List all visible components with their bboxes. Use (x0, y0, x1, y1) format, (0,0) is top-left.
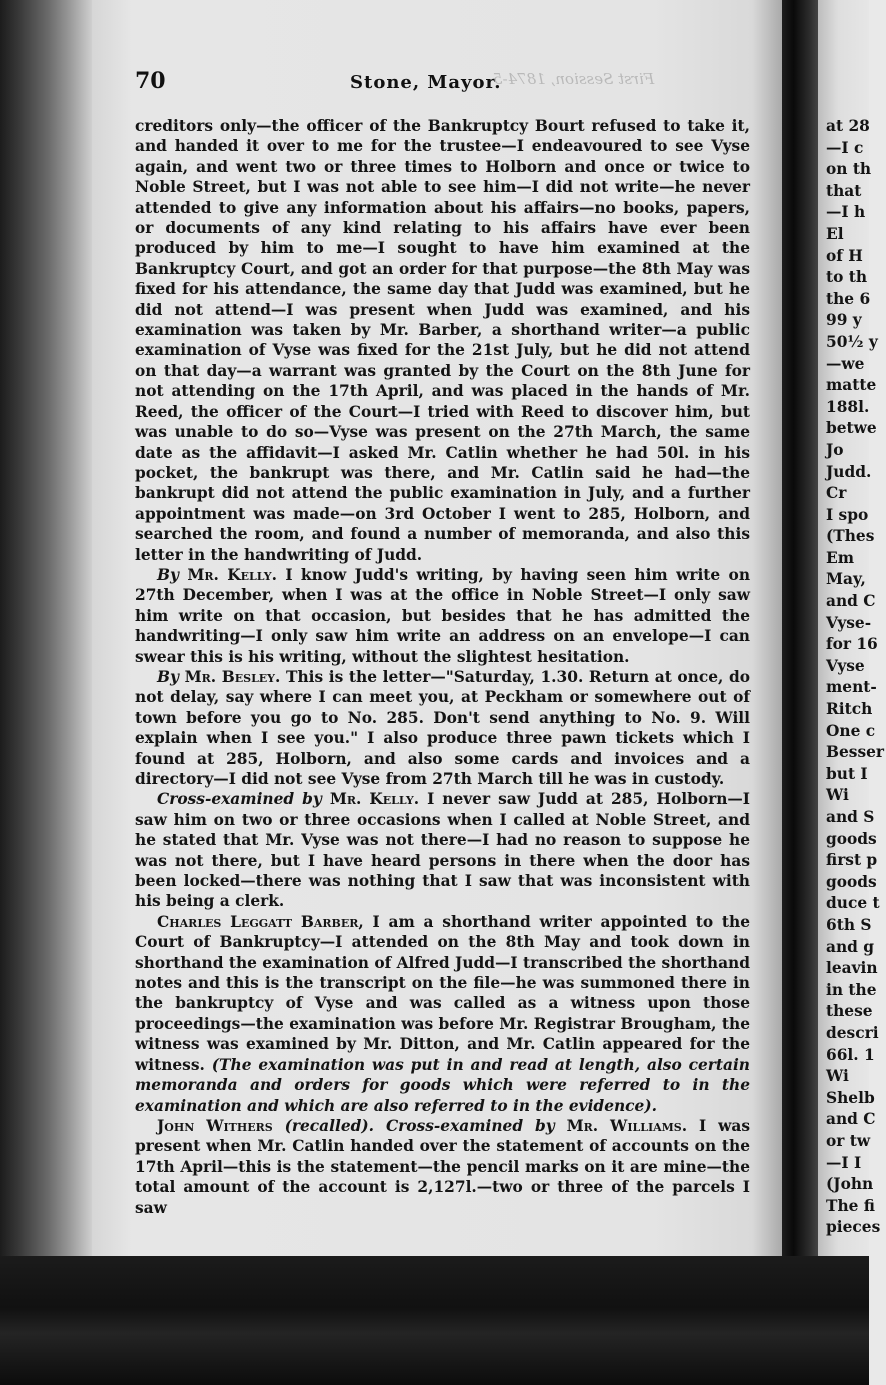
facing-page-line: Vyse (826, 656, 865, 675)
facing-page-line: that (826, 181, 862, 200)
facing-page-line: and S (826, 808, 875, 826)
facing-page-line: (John (826, 1175, 874, 1194)
facing-page-line: leavin (826, 959, 878, 978)
facing-page-line: May, (826, 570, 866, 589)
running-head (135, 68, 750, 102)
facing-page-line: —I c (826, 138, 864, 157)
speaker-prefix: Cross-examined by (385, 1116, 555, 1135)
facing-page-line: or tw (826, 1131, 871, 1150)
page-number: 70 (135, 68, 166, 94)
facing-page-line: Em (826, 548, 855, 567)
paragraph-2 (135, 565, 750, 667)
speaker-name: Mr. Kelly. (187, 565, 277, 584)
facing-page-line: and C (826, 1110, 876, 1129)
speaker-name: Mr. Williams. (566, 1116, 688, 1135)
facing-page-line: but I (826, 764, 868, 783)
facing-page-line: descri (826, 1023, 879, 1042)
witness-name: John Withers (157, 1116, 273, 1135)
paragraph-text: I never saw Judd at 285, Holborn—I saw him on two or three occasions when I called at Noble Street, and he stated that Mr. Vyse was not there—I had no reason to suppose he was not there, but I have heard persons in there when the door has been locked—there was nothing that I saw that was inconsistent with his being a clerk. (135, 790, 750, 911)
facing-page-line: ment- (826, 678, 877, 697)
facing-page-text (826, 116, 886, 1239)
facing-page-line: to th (826, 268, 868, 287)
editorial-note: (The examination was put in and read at length, also certain memoranda and orders for goods which were referred to in the examination and which are also referred to in the evidence). (135, 1055, 751, 1115)
paragraph-text: This is the letter—"Saturday, 1.30. Return at once, do not delay, say where I can meet you, at Peckham or somewhere out of town before you go to No. 285. Don't send anything to No. 9. Will explain when I see you." I also produce three pawn tickets which I found at 285, Holborn, and also some cards and invoices and a directory—I did not see Vyse from 27th March till he was in custody. (135, 667, 751, 788)
facing-page-line: Wi (826, 1067, 849, 1086)
facing-page-line: Vyse- (826, 613, 872, 632)
facing-page-line: matte (826, 376, 877, 395)
facing-page-line: Ritch (826, 700, 873, 719)
speaker-prefix: By (157, 667, 179, 686)
speaker-prefix: Cross-examined by (157, 790, 322, 809)
facing-page-strip (818, 0, 885, 1265)
book-left-edge (0, 0, 92, 1270)
facing-page-line: Judd. (826, 462, 872, 481)
paragraph-3 (135, 667, 750, 789)
facing-page-line: Shelb (826, 1088, 875, 1107)
facing-page-line: Jo (826, 440, 844, 459)
witness-name: Charles Leggatt Barber, (157, 912, 364, 931)
facing-page-line: and C (826, 592, 876, 611)
facing-page-line: goods (826, 872, 877, 891)
facing-page-line: 188l. (826, 397, 870, 416)
facing-page-line: on th (826, 160, 872, 179)
facing-page-line: of H (826, 246, 863, 265)
facing-page-line: Cr (826, 484, 847, 503)
facing-page-line: El (826, 224, 844, 243)
paragraph-text: I am a shorthand writer appointed to the Court of Bankruptcy—I attended on the 8th May and took down in shorthand the examination of Alfred Judd—I transcribed the shorthand notes and this is the transcript on the file—he was summoned there in the bankruptcy of Vyse and was called as a witness upon those proceedings—the examination was before Mr. Registrar Brougham, the witness was examined by Mr. Ditton, and Mr. Catlin appeared for the witness. (135, 912, 751, 1074)
paragraph-6 (135, 1116, 750, 1218)
facing-page-line: One c (826, 721, 876, 740)
facing-page-line: 6th S (826, 915, 872, 934)
facing-page-line: —I h (826, 203, 866, 222)
facing-page-line: 50½ y (826, 332, 878, 351)
facing-page-line: Besser (826, 743, 885, 762)
paragraph-4 (135, 789, 750, 911)
bleed-through-text: First Session, 1874-5 (493, 70, 655, 88)
speaker-name: Mr. Kelly. (329, 790, 420, 809)
paragraph-text: I was present when Mr. Catlin handed over the statement of accounts on the 17th April—this is the statement—the pencil marks on it are mine—the total amount of the account is 2,127l.—two or three of the parcels I saw (135, 1116, 751, 1217)
facing-page-line: for 16 (826, 635, 878, 654)
paragraph-1: creditors only—the officer of the Bankruptcy Bourt refused to take it, and handed it over to me for the trustee—I endeavoured to see Vyse again, and went two or three times to Holborn and once or twice to Noble Street, but I was not able to see him—I did not write—he never attended to give any information about his affairs—no books, papers, or documents of any kind relating to his affairs have ever been produced by him to me—I sought to have him examined at the Bankruptcy Court, and got an order for that purpose—the 8th May was fixed for his attendance, the same day that Judd was examined, but he did not attend—I was present when Judd was examined, and his examination was taken by Mr. Barber, a shorthand writer—a public examination of Vyse was fixed for the 21st July, but he did not attend on that day—a warrant was granted by the Court on the 8th June for not attending on the 17th April, and was placed in the hands of Mr. Reed, the officer of the Court—I tried with Reed to discover him, but was unable to do so—Vyse was present on the 27th March, the same date as the affidavit—I asked Mr. Catlin whether he had 50l. in his pocket, the bankrupt was there, and Mr. Catlin said he had—the bankrupt did not attend the public examination in July, and a further appointment was made—on 3rd October I went to 285, Holborn, and searched the room, and found a number of memoranda, and also this letter in the handwriting of Judd. (135, 117, 750, 564)
facing-page-line: 66l. 1 (826, 1045, 875, 1064)
facing-page-line: pieces (826, 1218, 881, 1237)
paragraph-text: I know Judd's writing, by having seen him write on 27th December, when I was at the office in Noble Street—I only saw him write on that occasion, but besides that he has admitted the handwriting—I only saw him write an address on an envelope—I can swear this is his writing, without the slightest hesitation. (135, 565, 751, 666)
facing-page-line: —we (826, 354, 865, 373)
facing-page-line: Wi (826, 786, 849, 805)
facing-page-line: —I I (826, 1153, 862, 1172)
book-gutter (782, 0, 820, 1265)
facing-page-line: at 28 (826, 117, 870, 135)
facing-page-line: and g (826, 937, 875, 956)
page-header-title: Stone, Mayor. (350, 72, 502, 93)
facing-page-line: betwe (826, 419, 877, 438)
facing-page-line: 99 y (826, 311, 862, 330)
facing-page-line: goods (826, 829, 877, 848)
facing-page-line: the 6 (826, 289, 871, 308)
facing-page-line: these (826, 1002, 873, 1021)
speaker-name: Mr. Besley. (184, 667, 281, 686)
facing-page-line: first p (826, 851, 878, 870)
facing-page-line: The fi (826, 1196, 875, 1215)
facing-page-line: (Thes (826, 527, 875, 546)
page-body (135, 116, 750, 1218)
facing-page-line: in the (826, 980, 877, 999)
facing-page-line: duce t (826, 894, 880, 913)
facing-page-line: I spo (826, 505, 869, 524)
paragraph-5 (135, 912, 750, 1116)
speaker-prefix: By (157, 565, 179, 584)
recalled-note: (recalled). (284, 1116, 375, 1135)
scan-bottom-band (0, 1256, 869, 1385)
